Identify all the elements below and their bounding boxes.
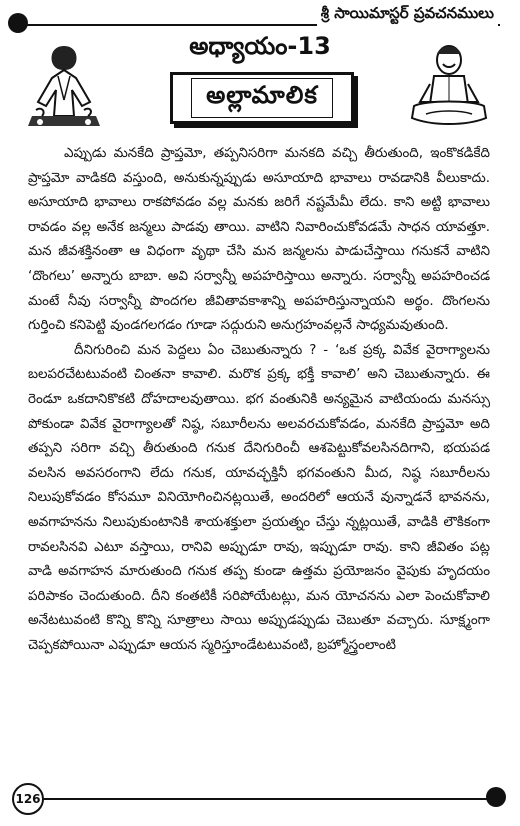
chapter-number: అధ్యాయం-13 — [189, 32, 331, 60]
body-text — [28, 142, 490, 658]
body-paragraph-1: ఎప్పుడు మనకేది ప్రాప్తమో, తప్పనిసరిగా మనకది వచ్చి తీరుతుంది, ఇంకొకడికేది ప్రాప్తమో వాడికది వస్తుంది, అనుకున్నప్పుడు అసూయాది భావాలు రావడానికి వీలుకాదు. అసూయాది భావాలు రాకపోవడం వల్ల మనకు జరిగే నష్టమేమీ లేదు. కాని అట్టి భావాలు రావడం వల్ల అనేక జన్మలు పాడవు తాయి. వాటిని నివారించుకోవడమే సాధన యావత్తూ. మన జీవశక్తినంతా ఆ విధంగా వృథా చేసి మన జన్మలను పాడుచేస్తాయి గనుకనే వాటిని ‘దొంగలు’ అన్నారు బాబా. అవి సర్వాన్నీ అపహరిస్తాయి అన్నారు. సర్వాన్నీ అపహరించడ మంటే నీవు సర్వాన్నీ పొందగల జీవితావకాశాన్ని అపహరిస్తున్నాయని అర్థం. దొంగలను గుర్తించి కనిపెట్టి వుండగలగడం గూడా సద్గురుని అనుగ్రహంవల్లనే సాధ్యమవుతుంది. — [28, 146, 490, 334]
chapter-title: అల్లామాలిక — [191, 78, 333, 118]
header-left-dot — [8, 13, 28, 33]
footer-right-dot — [486, 787, 506, 807]
footer-rule — [40, 798, 498, 800]
page-number: 126 — [12, 783, 44, 815]
header-book-title: శ్రీ సాయిమాస్టర్ ప్రవచనములు — [317, 4, 498, 26]
body-paragraph-2: దీనిగురించి మన పెద్దలు ఏం చెబుతున్నారు ? - ‘ఒక ప్రక్క వివేక వైరాగ్యాలను బలపరచేటటువంటి చింతనా కావాలి. మరొక ప్రక్క భక్తీ కావాలి’ అని చెబుతున్నారు. ఈ రెండూ ఒకదానికొకటి దోహదాలవుతాయి. భగ వంతునికి అన్యమైన వాటియందు మనస్సు పోకుండా వివేక వైరాగ్యాలతో నిష్ఠ, సబూరీలను అలవరచుకోవడం, మనకేది ప్రాప్తమో అది తప్పని సరిగా వచ్చి తీరుతుంది గనుక దేనిగురించీ ఆశపెట్టుకోవలసినదిగాని, భయపడ వలసిన అవసరంగాని లేదు గనుక, యావచ్ఛక్తినీ భగవంతుని మీద, నిష్ఠ సబూరీలను నిలుపుకోవడం కోసమూ వినియోగించినట్లయితే, అందరిలో ఆయనే వున్నాడనే భావనను, అవగాహనను నిలుపుకుంటానికి శాయశక్తులా ప్రయత్నం చేస్తు న్నట్లయితే, వాడికి లౌకికంగా రావలసినవి ఎటూ వస్తాయి, రానివి అప్పుడూ రావు, ఇప్పుడూ రావు. కాని జీవితం పట్ల వాడి అవగాహన మారుతుంది గనుక తప్ప కుండా ఉత్తమ ప్రయోజనం వైపుకు హృదయం పరిపాకం చెందుతుంది. దీని కంతటికీ సరిపోయేటట్లు, మన యోచనను ఎలా పెంచుకోవాలి అనేటటువంటి కొన్ని కొన్ని సూత్రాలు సాయి అప్పుడప్పుడు చెబుతూ వచ్చారు. సూక్ష్మంగా చెప్పకపోయినా ఎప్పుడూ ఆయన స్మరిస్తూండేటటువంటి, బ్రహ్మోస్త్రంలాంటి — [28, 342, 490, 653]
chapter-title-box — [170, 72, 354, 124]
